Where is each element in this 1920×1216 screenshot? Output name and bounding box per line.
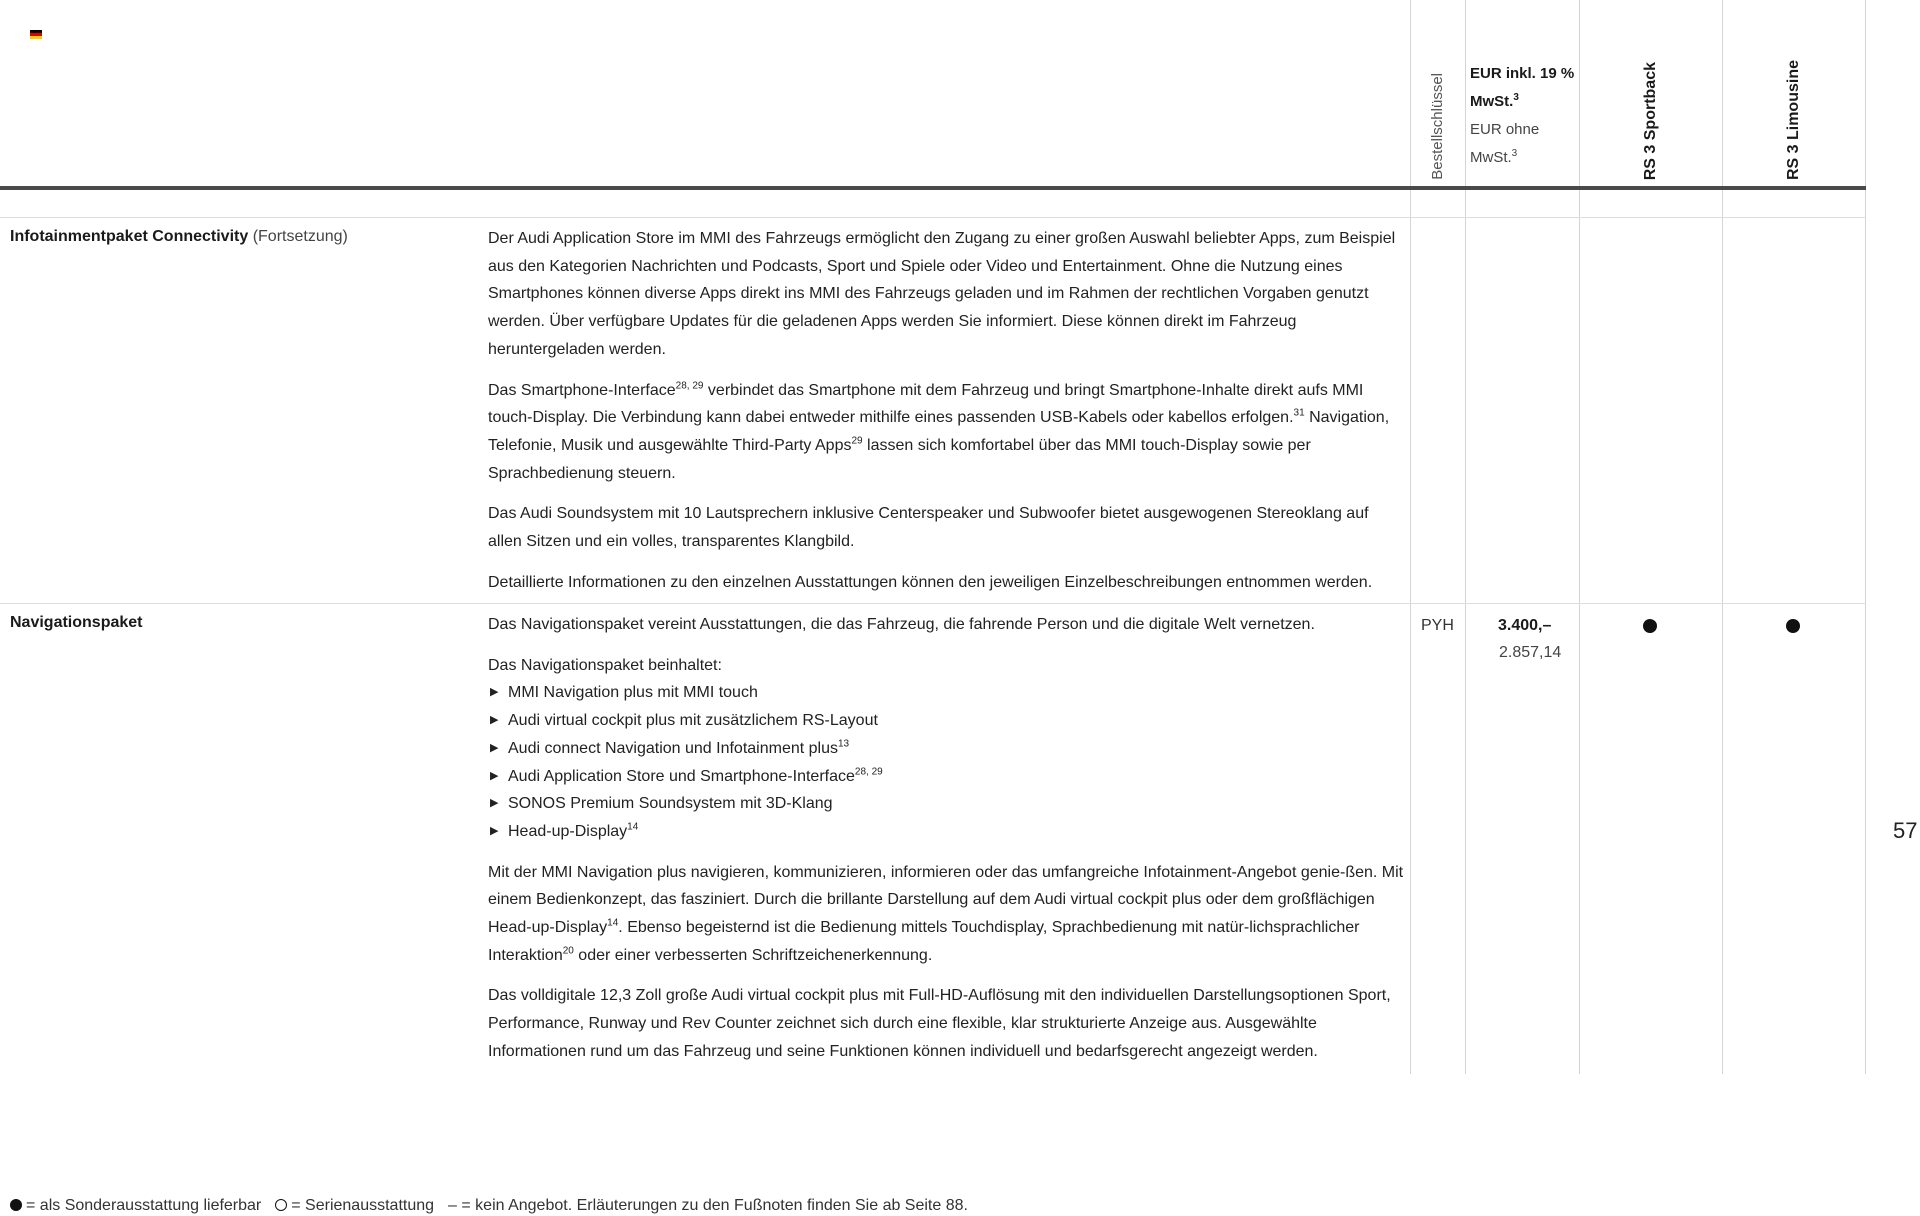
included-list xyxy=(488,679,1406,845)
paragraph: Das Smartphone-Interface$^{28, 29}$ verbindet das Smartphone mit dem Fahrzeug und bringt Smartphone-Inhalte direkt aufs MMI touch-Display. Die Verbindung kann dabei entweder mithilfe eines passenden USB-Kabels oder kabellos erfolgen.$^{31}$ Navigation, Telefonie, Musik und ausgewählte Third-Party Apps$^{29}$ lassen sich komfortabel über das MMI touch-Display sowie per Sprachbedienung steuern. xyxy=(488,380,1390,482)
row-title-connectivity: Infotainmentpaket Connectivity (Fortsetzung) xyxy=(10,228,348,245)
row-title-navigation: Navigationspaket xyxy=(10,614,143,631)
price-excl-vat: 2.857,14 xyxy=(1499,644,1562,661)
paragraph: Das Navigationspaket vereint Ausstattungen, die das Fahrzeug, die fahrende Person und die digitale Welt vernetzen. xyxy=(488,616,1315,633)
arrow-icon: ▶ xyxy=(490,769,499,782)
row-divider xyxy=(0,217,1866,218)
filled-circle-icon xyxy=(10,1199,22,1211)
arrow-icon: ▶ xyxy=(490,797,499,810)
list-intro: Das Navigationspaket beinhaltet: xyxy=(488,656,722,674)
optional-equipment-icon xyxy=(1786,619,1800,633)
price-incl-vat: 3.400,– xyxy=(1498,617,1552,634)
paragraph: Detaillierte Informationen zu den einzelnen Ausstattungen können den jeweiligen Einzelbeschreibungen entnommen werden. xyxy=(488,573,1373,591)
list-item: ▶ Head-up-Display$^{14}$ xyxy=(488,818,1406,846)
list-item: ▶ SONOS Premium Soundsystem mit 3D-Klang xyxy=(488,790,1406,818)
paragraph: Das Audi Soundsystem mit 10 Lautsprechern inklusive Centerspeaker und Subwoofer bietet ausgewogenen Stereoklang auf allen Sitzen und ein volles, transparentes Klangbild. xyxy=(488,505,1369,551)
header-rs3-sportback: RS 3 Sportback xyxy=(1642,61,1659,180)
header-divider xyxy=(0,186,1866,190)
header-order-key: Bestellschlüssel xyxy=(1429,73,1446,180)
column-divider xyxy=(1865,0,1866,1074)
column-divider xyxy=(1465,0,1466,1074)
hollow-circle-icon xyxy=(275,1199,287,1211)
list-item: ▶ MMI Navigation plus mit MMI touch xyxy=(488,679,1406,707)
header-price: EUR inkl. 19 % MwSt.$^3$ EUR ohne MwSt.$^3$ xyxy=(1470,65,1575,166)
row-description-connectivity xyxy=(488,225,1406,609)
paragraph: Das volldigitale 12,3 Zoll große Audi virtual cockpit plus mit Full-HD-Auflösung mit den individuellen Darstellungsoptionen Sport, Performance, Runway und Rev Counter zeichnet sich durch eine flexible, klar strukturierte Anzeige aus. Ausgewählte Informationen rund um das Fahrzeug und seine Funktionen können individuell und bedarfsgerecht angezeigt werden. xyxy=(488,987,1391,1060)
arrow-icon: ▶ xyxy=(490,686,499,699)
optional-equipment-icon xyxy=(1643,619,1657,633)
legend: = als Sonderausstattung lieferbar = Serienausstattung – = kein Angebot. Erläuterungen zu den Fußnoten finden Sie ab Seite 88. xyxy=(10,1196,968,1216)
page-number: 57 xyxy=(1893,818,1918,843)
arrow-icon: ▶ xyxy=(490,824,499,837)
list-item: ▶ Audi virtual cockpit plus mit zusätzlichem RS-Layout xyxy=(488,707,1406,735)
list-item: ▶ Audi Application Store und Smartphone-Interface$^{28, 29}$ xyxy=(488,763,1406,791)
order-code: PYH xyxy=(1421,617,1454,634)
column-divider xyxy=(1579,0,1580,1074)
row-description-navigation xyxy=(488,611,1406,1079)
list-item: ▶ Audi connect Navigation und Infotainment plus$^{13}$ xyxy=(488,735,1406,763)
arrow-icon: ▶ xyxy=(490,741,499,754)
column-divider xyxy=(1722,0,1723,1074)
column-divider xyxy=(1410,0,1411,1074)
header-rs3-limousine: RS 3 Limousine xyxy=(1785,59,1802,180)
arrow-icon: ▶ xyxy=(490,714,499,727)
paragraph: Mit der MMI Navigation plus navigieren, kommunizieren, informieren oder das umfangreiche Infotainment-Angebot genie-ßen. Mit einem Bedienkonzept, das fasziniert. Durch die brillante Darstellung auf dem Audi virtual cockpit plus oder dem großflächigen Head-up-Display$^{14}$. Ebenso begeisternd ist die Bedienung mittels Touchdisplay, Sprachbedienung mit natür-lichsprachlicher Interaktion$^{20}$ oder einer verbesserten Schriftzeichenerkennung. xyxy=(488,863,1404,964)
paragraph: Der Audi Application Store im MMI des Fahrzeugs ermöglicht den Zugang zu einer großen Auswahl beliebter Apps, zum Beispiel aus den Kategorien Nachrichten und Podcasts, Sport und Spiele oder Video und Entertainment. Ohne die Nutzung eines Smartphones können diverse Apps direkt ins MMI des Fahrzeugs geladen und im Rahmen der rechtlichen Vorgaben genutzt werden. Über verfügbare Updates für die geladenen Apps werden Sie informiert. Diese können direkt im Fahrzeug heruntergeladen werden. xyxy=(488,230,1396,358)
flag-icon xyxy=(30,30,42,39)
